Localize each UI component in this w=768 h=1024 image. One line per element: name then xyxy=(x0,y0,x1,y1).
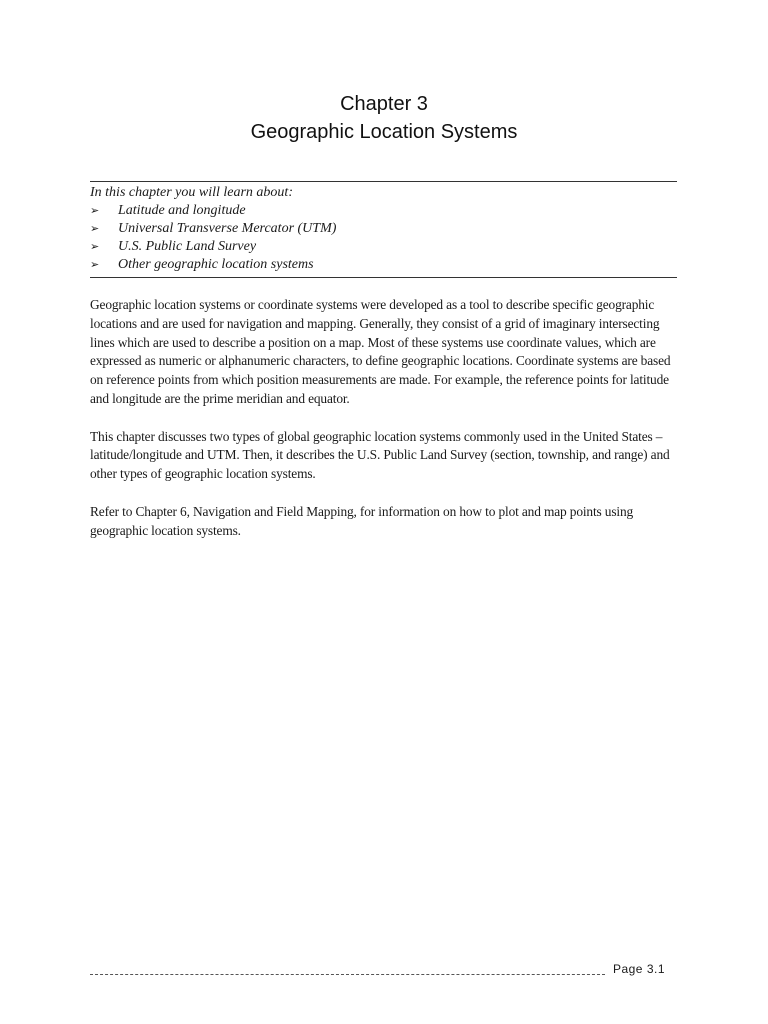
body-text xyxy=(90,296,680,559)
chapter-title: Geographic Location Systems xyxy=(250,121,518,143)
list-item-label: Other geographic location systems xyxy=(118,257,314,272)
list-item xyxy=(90,238,677,256)
page-footer xyxy=(90,962,677,978)
chapter-number: Chapter 3 xyxy=(340,93,428,115)
arrowhead-bullet-icon: ➢ xyxy=(90,258,100,271)
list-item-label: Latitude and longitude xyxy=(118,203,246,218)
list-item xyxy=(90,220,677,238)
arrowhead-bullet-icon: ➢ xyxy=(90,240,100,253)
list-item xyxy=(90,256,677,274)
list-item-label: U.S. Public Land Survey xyxy=(118,239,257,254)
body-paragraph: Refer to Chapter 6, Navigation and Field Mapping, for information on how to plot and map points using geographic location systems. xyxy=(90,503,634,538)
learning-objectives xyxy=(90,184,677,274)
page-number: Page 3.1 xyxy=(612,962,665,976)
chapter-title-block xyxy=(0,90,768,146)
learning-intro: In this chapter you will learn about: xyxy=(90,185,293,200)
learning-list xyxy=(90,202,677,274)
top-divider xyxy=(90,181,677,182)
list-item xyxy=(90,202,677,220)
bottom-divider xyxy=(90,277,677,278)
arrowhead-bullet-icon: ➢ xyxy=(90,222,100,235)
list-item-label: Universal Transverse Mercator (UTM) xyxy=(118,221,337,236)
body-paragraph: This chapter discusses two types of global geographic location systems commonly used in the United States – latitude/longitude and UTM. Then, it describes the U.S. Public Land Survey (section, township, and range) and other types of geographic location systems. xyxy=(90,428,670,482)
footer-divider xyxy=(90,974,605,975)
body-paragraph: Geographic location systems or coordinate systems were developed as a tool to describe specific geographic locations and are used for navigation and mapping. Generally, they consist of a grid of imaginary intersecting lines which are used to describe a position on a map. Most of these systems use coordinate values, which are expressed as numeric or alphanumeric characters, to define geographic locations. Coordinate systems are based on reference points from which position measurements are made. For example, the reference points for latitude and longitude are the prime meridian and equator. xyxy=(90,297,671,406)
arrowhead-bullet-icon: ➢ xyxy=(90,204,100,217)
